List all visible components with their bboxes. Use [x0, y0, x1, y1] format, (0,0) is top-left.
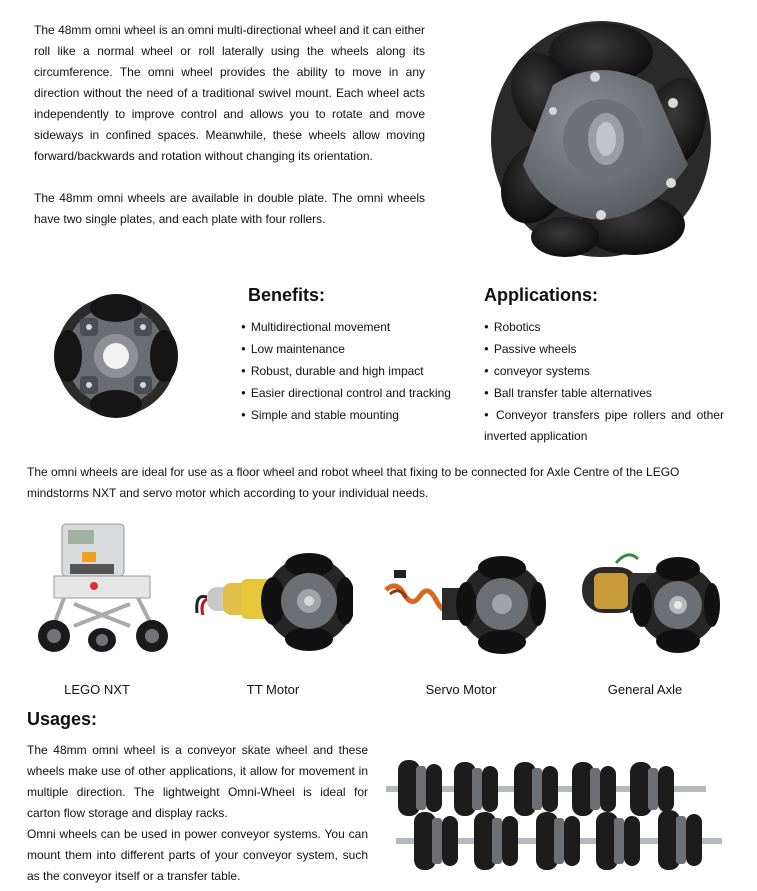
benefits-item: ● Robust, durable and high impact	[241, 360, 471, 382]
applications-section	[484, 285, 598, 306]
applications-list	[484, 316, 724, 447]
tt-motor-image	[193, 553, 353, 665]
applications-heading: Applications:	[484, 285, 599, 305]
usages-paragraph-1: The 48mm omni wheel is a conveyor skate wheel and these wheels make use of other applications, it allow for movement in multiple direction. The lightweight Omni-Wheel is ideal for carton flow storage and display racks.	[27, 743, 368, 820]
omni-wheel-large-image	[483, 15, 715, 260]
applications-item: ● Ball transfer table alternatives	[484, 382, 724, 404]
benefits-section	[248, 285, 325, 306]
applications-item: ● Passive wheels	[484, 338, 724, 360]
benefits-item: ● Multidirectional movement	[241, 316, 471, 338]
benefits-list	[241, 316, 471, 426]
intro-section	[34, 20, 425, 230]
usages-heading: Usages:	[27, 709, 98, 729]
general-axle-image	[578, 545, 720, 663]
caption-tt-motor: TT Motor	[246, 682, 300, 697]
intro-paragraph-1: The 48mm omni wheel is an omni multi-directional wheel and it can either roll like a normal wheel or roll laterally using the wheels along its circumference. The omni wheel provides the ability to move in any direction without the need of a traditional swivel mount. Each wheel acts independently to improve control and allows you to rotate and move sideways in confined spaces. Meanwhile, these wheels allow moving forward/backwards and rotation without changing its orientation.	[34, 23, 425, 163]
caption-servo-motor: Servo Motor	[425, 682, 497, 697]
caption-lego-nxt: LEGO NXT	[64, 682, 130, 697]
conveyor-rollers-image	[386, 750, 726, 880]
omni-wheel-front-image	[52, 290, 180, 422]
usages-text	[27, 740, 368, 887]
benefits-item: ● Low maintenance	[241, 338, 471, 360]
intro-paragraph-2: The 48mm omni wheels are available in double plate. The omni wheels have two single plates, and each plate with four rollers.	[34, 191, 425, 226]
benefits-item: ● Simple and stable mounting	[241, 404, 471, 426]
benefits-item: ● Easier directional control and tracking	[241, 382, 471, 404]
applications-item: ● conveyor systems	[484, 360, 724, 382]
usages-paragraph-2: Omni wheels can be used in power conveyor systems. You can mount them into different parts of your conveyor system, such as the conveyor itself or a transfer table.	[27, 827, 368, 883]
usages-section	[27, 709, 97, 730]
benefits-heading: Benefits:	[248, 285, 326, 305]
lego-nxt-image	[34, 522, 170, 656]
caption-general-axle: General Axle	[607, 682, 683, 697]
applications-item: ● Conveyor transfers pipe rollers and other inverted application	[484, 404, 724, 447]
applications-item: ● Robotics	[484, 316, 724, 338]
servo-motor-image	[382, 550, 546, 666]
lego-description: The omni wheels are ideal for use as a floor wheel and robot wheel that fixing to be connected for Axle Centre of the LEGO mindstorms NXT and servo motor which according to your individual needs.	[27, 465, 680, 500]
